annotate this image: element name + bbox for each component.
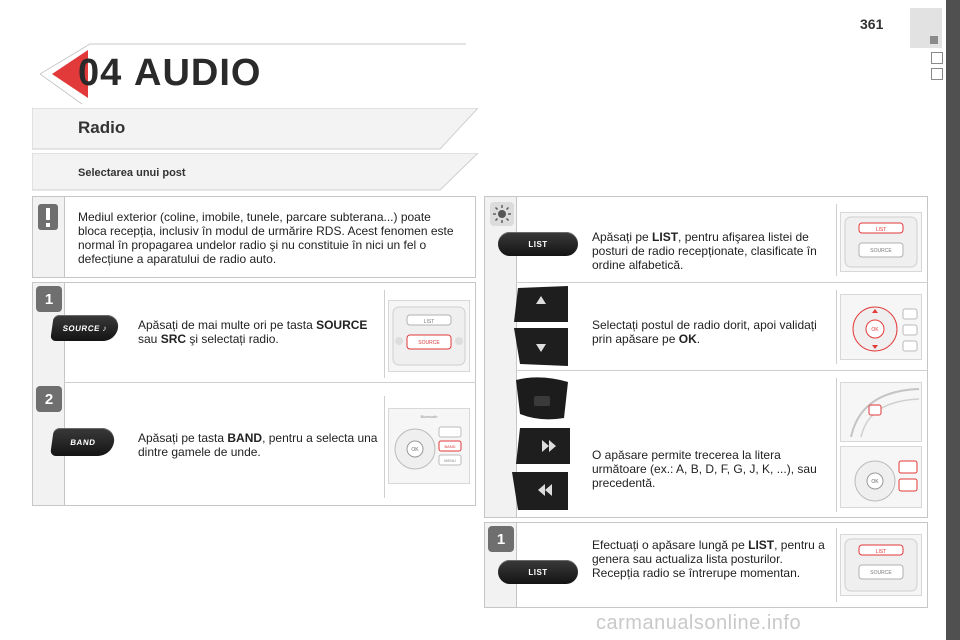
- list-button: LIST: [498, 232, 578, 256]
- step-2-text: Apăsați pe tasta BAND, pentru a selecta una dintre gamele de unde.: [138, 431, 378, 459]
- step-number-badge: 2: [36, 386, 62, 412]
- up-button: [510, 284, 572, 324]
- thumb-ok-label: OK: [411, 447, 419, 453]
- sep: [516, 282, 928, 283]
- thumb-list-label: LIST: [875, 227, 887, 233]
- chapter-title: AUDIO: [134, 52, 262, 94]
- thumb-ok-label: OK: [871, 327, 879, 333]
- radio-panel-thumbnail: [840, 534, 922, 596]
- steering-wheel-thumbnail: [840, 382, 922, 442]
- tip-list-text: Apăsați pe LIST, pentru afişarea listei de posturi de radio recepționate, clasificate în ordine alfabetică.: [592, 230, 817, 272]
- down-button: [510, 326, 572, 368]
- thumb-menu-label: MENU: [444, 458, 456, 463]
- seek-back-button: [510, 470, 572, 512]
- exclamation-icon: [38, 204, 58, 230]
- step-right-text: Efectuați o apăsare lungă pe LIST, pentru a genera sau actualiza lista posturilor. Recepția radio se întrerupe momentan.: [592, 538, 825, 580]
- vsep: [836, 290, 837, 364]
- vsep: [836, 378, 837, 512]
- band-button: BAND: [50, 428, 116, 456]
- source-button-label: SOURCE: [62, 323, 101, 333]
- radio-panel-thumbnail: [840, 294, 922, 360]
- warning-text: Mediul exterior (coline, imobile, tunele, parcare subterana...) poate bloca recepția, inclusiv în modul de urmărire RDS. Acest fenomen este normal în propagarea undelor radio şi nu constituie în nici un fel o defecțiune a aparatului de radio auto.: [78, 210, 454, 266]
- side-marker-box: [931, 68, 943, 80]
- sep: [516, 370, 928, 371]
- section-title: Radio: [78, 118, 126, 137]
- corner-tab: [910, 8, 942, 48]
- radio-panel-thumbnail: [388, 300, 470, 372]
- vsep: [836, 204, 837, 276]
- steering-control-button: [510, 374, 572, 422]
- step-1-text: Apăsați de mai multe ori pe tasta SOURCE sau SRC şi selectați radio.: [138, 318, 368, 346]
- seek-forward-button: [514, 426, 572, 466]
- sep: [64, 382, 476, 383]
- step-number-badge: 1: [36, 286, 62, 312]
- step-number-badge: 1: [488, 526, 514, 552]
- thumb-source-label: SOURCE: [870, 248, 892, 254]
- thumb-source-label: SOURCE: [418, 340, 440, 346]
- thumb-band-label: BAND: [444, 444, 456, 449]
- watermark: carmanualsonline.info: [596, 612, 802, 634]
- list-button: LIST: [498, 560, 578, 584]
- thumb-source-label: SOURCE: [870, 570, 892, 576]
- tip-select-text: Selectați postul de radio dorit, apoi validați prin apăsare pe OK.: [592, 318, 817, 346]
- chapter-number: 04: [78, 52, 123, 94]
- vsep: [384, 396, 385, 498]
- side-marker-box: [931, 52, 943, 64]
- source-button: [50, 315, 120, 341]
- right-edge-bar: [946, 0, 960, 640]
- thumb-list-label: LIST: [875, 549, 887, 555]
- thumb-ok-label: OK: [871, 479, 879, 485]
- music-note-icon: ♪: [99, 323, 108, 333]
- radio-panel-thumbnail: [840, 212, 922, 272]
- radio-panel-thumbnail: [840, 446, 922, 508]
- tip-letter-text: O apăsare permite trecerea la litera următoare (ex.: A, B, D, F, G, J, K, ...), sau precedentă.: [592, 448, 817, 490]
- thumb-bluetooth-label: Bluetooth: [420, 414, 438, 419]
- page-number: 361: [860, 16, 884, 32]
- vsep: [836, 528, 837, 602]
- subsection-title: Selectarea unui post: [78, 167, 186, 179]
- thumb-list-label: LIST: [423, 319, 435, 325]
- lightbulb-icon: [490, 202, 514, 226]
- vsep: [384, 290, 385, 378]
- radio-panel-thumbnail: [388, 408, 470, 484]
